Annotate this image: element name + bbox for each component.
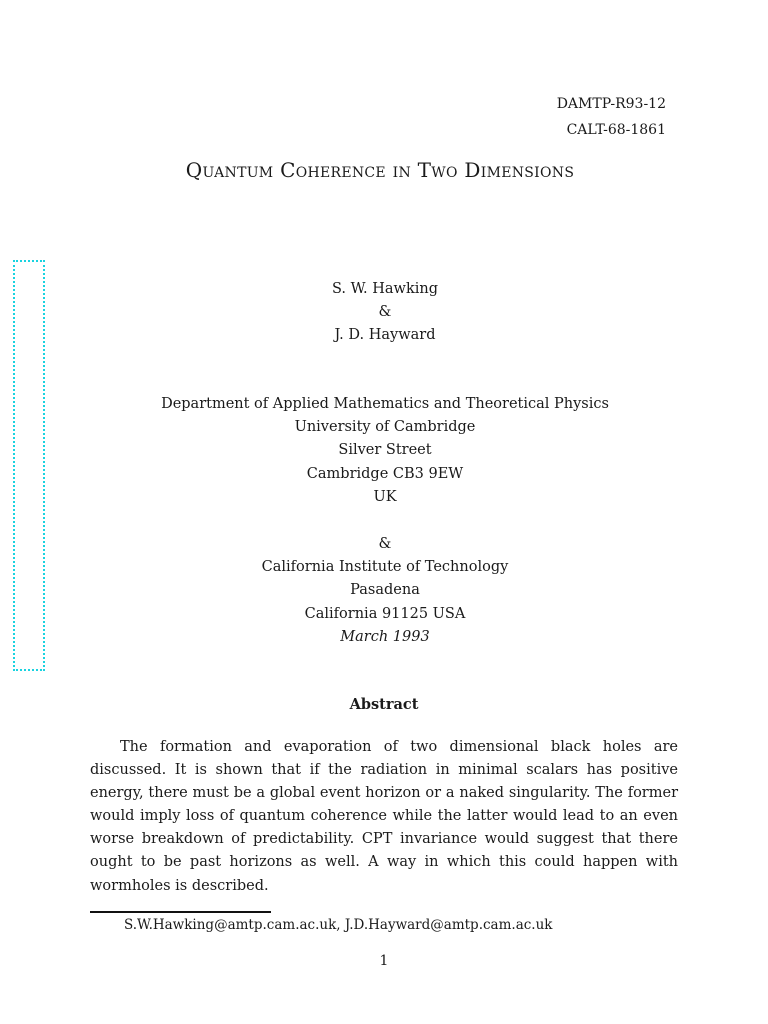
affiliation-line: California Institute of Technology: [261, 559, 509, 576]
affiliation-line: Cambridge CB3 9EW: [306, 465, 464, 482]
affiliation-line: University of Cambridge: [294, 419, 476, 436]
affiliation-separator: &: [378, 536, 392, 552]
footnote-emails: S.W.Hawking@amtp.cam.ac.uk, J.D.Hayward@amtp.cam.ac.uk: [124, 917, 553, 933]
affiliation-caltech: [0, 533, 768, 649]
affiliation-line: Silver Street: [338, 442, 432, 459]
author-hayward: J. D. Hayward: [334, 327, 436, 344]
preprint-number-calt: CALT-68-1861: [566, 122, 666, 138]
affiliation-line: Department of Applied Mathematics and Theoretical Physics: [161, 396, 609, 412]
page-number: 1: [379, 953, 389, 969]
author-hawking: S. W. Hawking: [332, 281, 438, 297]
abstract-heading: Abstract: [349, 696, 419, 713]
affiliation-cambridge: [0, 393, 768, 509]
preprint-number-damtp: DAMTP-R93-12: [556, 96, 666, 112]
affiliation-line: UK: [373, 488, 397, 505]
affiliation-line: Pasadena: [350, 582, 420, 599]
paper-title: Quantum Coherence in Two Dimensions: [185, 158, 575, 182]
abstract-text: The formation and evaporation of two dimensional black holes are discussed. It is shown that if the radiation in minimal scalars has positive energy, there must be a global event horizon or a naked singularity. The former would imply loss of quantum coherence while the latter would lead to an even worse breakdown of predictability. CPT invariance would suggest that there ought to be past horizons as well. A way in which this could happen with wormholes is described.: [90, 739, 678, 894]
author-list: [0, 278, 768, 348]
footnote-divider: [90, 911, 271, 913]
author-separator: &: [378, 304, 392, 321]
paper-date: March 1993: [340, 628, 430, 645]
affiliation-line: California 91125 USA: [304, 605, 466, 622]
